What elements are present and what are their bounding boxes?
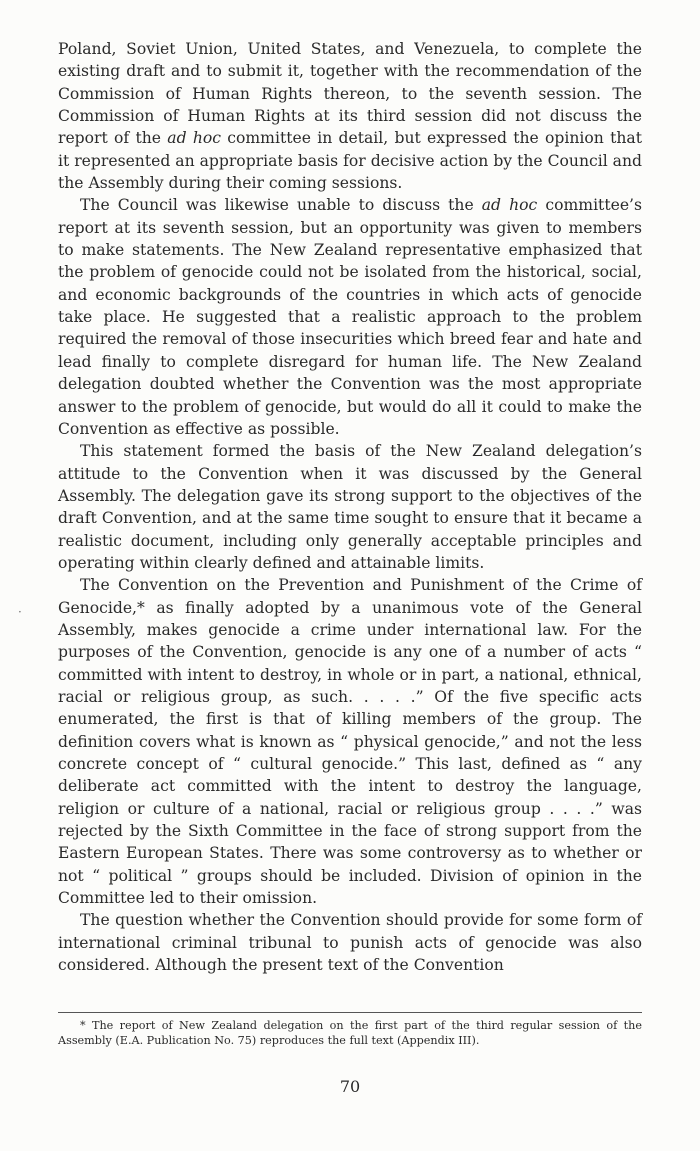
footnote: * The report of New Zealand delegation on the first part of the third regular session of the Assembly (E.A. Publication No. 75) reproduces the full text (Appendix III). [58, 1019, 642, 1047]
text-run: The Council was likewise unable to discuss the [80, 196, 482, 215]
body-text [58, 38, 642, 976]
page-number: 70 [339, 1077, 361, 1096]
paragraph [58, 440, 642, 574]
italic-text: ad hoc [167, 129, 221, 148]
margin-mark: · [18, 605, 22, 619]
text-run: The question whether the Convention should provide for some form of international criminal tribunal to punish acts of genocide was also considered. Although the present text of the Convention [58, 911, 642, 975]
paragraph [58, 574, 642, 909]
text-run: Poland, Soviet Union, United States, and Venezuela, to complete the existing draft and to submit it, together with the recommendation of the Commission of Human Rights thereon, to the seventh session. The Commission of Human Rights at its third session did not discuss the report of the [58, 40, 642, 148]
paragraph [58, 38, 642, 194]
text-run: This statement formed the basis of the New Zealand delegation’s attitude to the Convention when it was discussed by the General Assembly. The delegation gave its strong support to the objectives of the draft Convention, and at the same time sought to ensure that it became a realistic document, including only generally acceptable principles and operating within clearly defined and attainable limits. [58, 442, 642, 572]
paragraph [58, 194, 642, 440]
text-run: committee’s report at its seventh session, but an opportunity was given to members to make statements. The New Zealand representative emphasized that the problem of genocide could not be isolated from the historical, social, and economic backgrounds of the countries in which acts of genocide take place. He suggested that a realistic approach to the problem required the removal of those insecurities which breed fear and hate and lead finally to complete disregard for human life. The New Zealand delegation doubted whether the Convention was the most appropriate answer to the problem of genocide, but would do all it could to make the Convention as effective as possible. [58, 196, 643, 438]
footnote-rule [58, 1012, 642, 1013]
paragraph [58, 909, 642, 976]
text-run: The Convention on the Prevention and Punishment of the Crime of Genocide,* as finally adopted by a unanimous vote of the General Assembly, makes genocide a crime under international law. For the purposes of the Convention, genocide is any one of a number of acts “ committed with intent to destroy, in whole or in part, a national, ethnical, racial or religious group, as such. . . . .” Of the five specific acts enumerated, the first is that of killing members of the group. The definition covers what is known as “ physical genocide,” and not the less concrete concept of “ cultural genocide.” This last, defined as “ any deliberate act committed with the intent to destroy the language, religion or culture of a national, racial or religious group . . . .” was rejected by the Sixth Committee in the face of strong support from the Eastern European States. There was some controversy as to whether or not “ political ” groups should be included. Division of opinion in the Committee led to their omission. [58, 576, 642, 908]
italic-text: ad hoc [481, 196, 538, 215]
text-run: committee in detail, but expressed the opinion that it represented an appropriate basis for decisive action by the Council and the Assembly during their coming sessions. [58, 129, 642, 193]
